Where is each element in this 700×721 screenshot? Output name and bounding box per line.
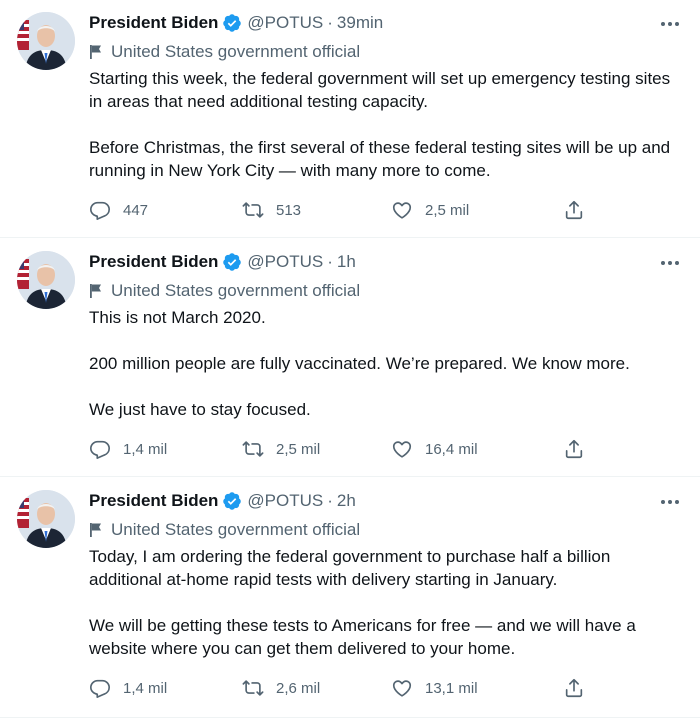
account-label-text: United States government official: [111, 42, 361, 61]
heart-icon: [391, 438, 413, 460]
share-icon: [563, 677, 585, 699]
author-handle[interactable]: @POTUS: [247, 252, 324, 271]
separator-dot: ·: [327, 13, 333, 32]
account-label: [89, 280, 360, 302]
reply-button[interactable]: [89, 438, 167, 460]
like-button[interactable]: [391, 199, 469, 221]
verified-badge-icon: [222, 13, 242, 33]
reply-count: 447: [123, 201, 149, 219]
author-handle[interactable]: @POTUS: [247, 13, 324, 32]
more-options-icon[interactable]: [660, 14, 680, 34]
reply-icon: [89, 677, 111, 699]
reply-count: 1,4 mil: [123, 679, 168, 697]
tweet[interactable]: [0, 239, 700, 477]
like-button[interactable]: [391, 438, 478, 460]
retweet-icon: [242, 438, 264, 460]
tweet-paragraph: Before Christmas, the first several of these federal testing sites will be up and running in New York City — with many more to come.: [89, 138, 671, 180]
more-options-icon[interactable]: [660, 253, 680, 273]
flag-icon: [89, 44, 103, 60]
tweet[interactable]: [0, 478, 700, 718]
retweet-button[interactable]: [242, 438, 320, 460]
separator-dot: ·: [327, 491, 333, 510]
share-button[interactable]: [563, 677, 585, 699]
retweet-count: 513: [276, 201, 302, 219]
tweet-actions: [89, 198, 599, 222]
heart-icon: [391, 677, 413, 699]
avatar[interactable]: [17, 490, 75, 548]
tweet-actions: [89, 437, 599, 461]
retweet-button[interactable]: [242, 677, 320, 699]
author-name[interactable]: President Biden: [89, 252, 219, 271]
retweet-count: 2,5 mil: [276, 440, 321, 458]
retweet-button[interactable]: [242, 199, 301, 221]
tweet-text: [89, 306, 674, 421]
tweet[interactable]: [0, 0, 700, 238]
tweet-paragraph: Starting this week, the federal government will set up emergency testing sites in areas that need additional testing capacity.: [89, 69, 671, 111]
like-count: 2,5 mil: [425, 201, 470, 219]
avatar[interactable]: [17, 12, 75, 70]
tweet-text: [89, 67, 674, 182]
share-icon: [563, 438, 585, 460]
verified-badge-icon: [222, 252, 242, 272]
author-name[interactable]: President Biden: [89, 491, 219, 510]
account-label-text: United States government official: [111, 520, 361, 539]
tweet-paragraph: 200 million people are fully vaccinated. We’re prepared. We know more.: [89, 354, 630, 373]
heart-icon: [391, 199, 413, 221]
reply-button[interactable]: [89, 677, 167, 699]
retweet-icon: [242, 199, 264, 221]
tweet-header: [89, 12, 383, 34]
tweet-paragraph: Today, I am ordering the federal government to purchase half a billion additional at-home rapid tests with delivery starting in January.: [89, 547, 611, 589]
tweet-header: [89, 251, 356, 273]
like-count: 13,1 mil: [425, 679, 478, 697]
share-button[interactable]: [563, 199, 585, 221]
share-icon: [563, 199, 585, 221]
tweet-paragraph: We will be getting these tests to Americans for free — and we will have a website where you can get them delivered to your home.: [89, 616, 636, 658]
timestamp[interactable]: 1h: [336, 252, 356, 271]
account-label: [89, 519, 360, 541]
verified-badge-icon: [222, 491, 242, 511]
like-count: 16,4 mil: [425, 440, 478, 458]
flag-icon: [89, 522, 103, 538]
separator-dot: ·: [327, 252, 333, 271]
reply-icon: [89, 199, 111, 221]
flag-icon: [89, 283, 103, 299]
more-options-icon[interactable]: [660, 492, 680, 512]
tweet-header: [89, 490, 356, 512]
reply-icon: [89, 438, 111, 460]
like-button[interactable]: [391, 677, 478, 699]
share-button[interactable]: [563, 438, 585, 460]
author-name[interactable]: President Biden: [89, 13, 219, 32]
tweet-paragraph: This is not March 2020.: [89, 308, 266, 327]
tweet-paragraph: We just have to stay focused.: [89, 400, 311, 419]
reply-count: 1,4 mil: [123, 440, 168, 458]
avatar[interactable]: [17, 251, 75, 309]
retweet-icon: [242, 677, 264, 699]
retweet-count: 2,6 mil: [276, 679, 321, 697]
timestamp[interactable]: 39min: [336, 13, 384, 32]
tweet-text: [89, 545, 674, 660]
timestamp[interactable]: 2h: [336, 491, 356, 510]
author-handle[interactable]: @POTUS: [247, 491, 324, 510]
reply-button[interactable]: [89, 199, 148, 221]
account-label: [89, 41, 360, 63]
account-label-text: United States government official: [111, 281, 361, 300]
tweet-actions: [89, 676, 599, 700]
